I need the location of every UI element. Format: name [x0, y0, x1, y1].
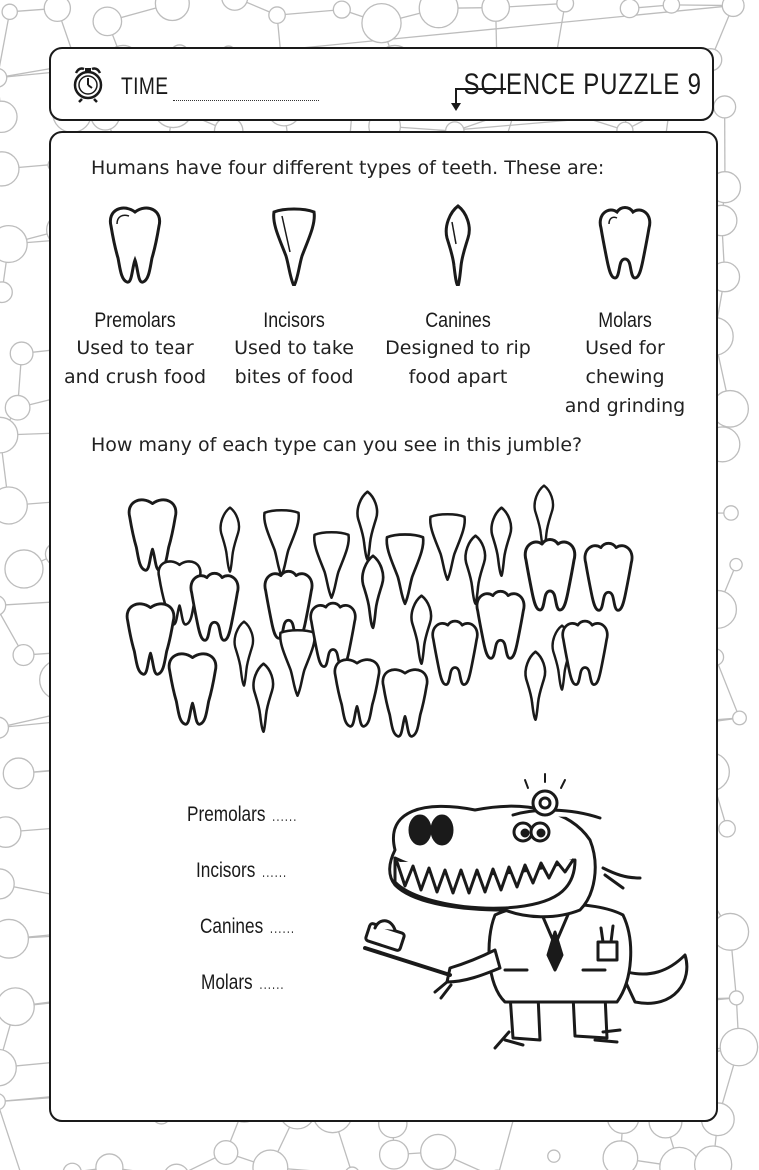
answer-blank[interactable]: ......: [269, 922, 296, 937]
intro-text: Humans have four different types of teeth. These are:: [91, 157, 605, 179]
molar-tooth: [477, 591, 524, 658]
canine-tooth: [525, 652, 545, 720]
incisor-tooth: [280, 630, 315, 695]
incisor-tooth: [387, 535, 424, 604]
type-desc-line2: food apart: [408, 366, 508, 388]
type-desc-line1: Used to tear: [76, 337, 194, 359]
answer-label: Canines: [200, 915, 264, 938]
molar-tooth-icon: [595, 204, 655, 286]
tooth-type-incisors: [214, 204, 374, 392]
canine-tooth: [491, 508, 511, 576]
type-name: Molars: [598, 309, 652, 332]
answer-label: Molars: [201, 971, 253, 994]
molar-tooth: [433, 621, 478, 684]
type-desc-line2: and grinding: [564, 395, 686, 417]
premolar-tooth: [129, 500, 176, 570]
premolar-tooth: [169, 654, 216, 724]
answer-label: Incisors: [196, 859, 256, 882]
dinosaur-dentist-illustration: [355, 770, 705, 1060]
premolar-tooth: [127, 604, 174, 674]
tooth-type-canines: [378, 204, 538, 392]
type-name: Incisors: [263, 309, 325, 332]
answer-row-premolars[interactable]: [187, 803, 297, 827]
header-bar: [49, 47, 714, 121]
incisor-tooth: [314, 532, 349, 597]
answer-blank[interactable]: ......: [261, 866, 288, 881]
time-label: TIME: [121, 73, 169, 100]
molar-tooth: [265, 571, 312, 638]
answer-row-molars[interactable]: [201, 971, 284, 995]
answer-row-canines[interactable]: [200, 915, 295, 939]
answer-label: Premolars: [187, 803, 266, 826]
incisor-tooth: [430, 514, 465, 579]
premolar-tooth-icon: [105, 204, 165, 286]
canine-tooth: [253, 664, 273, 732]
type-name: Canines: [425, 309, 491, 332]
premolar-tooth: [335, 660, 379, 727]
type-desc-line2: and crush food: [63, 366, 207, 388]
time-entry-line[interactable]: [173, 100, 319, 101]
molar-tooth: [585, 543, 632, 610]
molar-tooth: [563, 621, 608, 684]
molar-tooth: [311, 603, 356, 666]
canine-tooth: [362, 556, 383, 628]
incisor-tooth: [264, 510, 299, 575]
incisor-tooth-icon: [264, 204, 324, 286]
type-desc-line1: Used to take: [234, 337, 354, 359]
molar-tooth: [525, 540, 575, 611]
answer-row-incisors[interactable]: [196, 859, 287, 883]
teeth-jumble: [110, 480, 650, 750]
canine-tooth-icon: [428, 204, 488, 286]
tooth-type-premolars: [55, 204, 215, 392]
canine-tooth: [411, 596, 431, 664]
molar-tooth: [191, 573, 238, 640]
type-desc-line1: Designed to rip: [385, 337, 531, 359]
type-name: Premolars: [94, 309, 176, 332]
question-text: How many of each type can you see in this jumble?: [91, 434, 583, 456]
alarm-clock-icon: [71, 63, 105, 103]
answer-blank[interactable]: ......: [259, 978, 285, 993]
premolar-tooth: [383, 670, 427, 737]
type-desc-line2: bites of food: [234, 366, 354, 388]
puzzle-title: SCIENCE PUZZLE 9: [463, 68, 702, 101]
canine-tooth: [465, 536, 485, 604]
canine-tooth: [357, 492, 377, 560]
answer-blank[interactable]: ......: [272, 810, 298, 825]
tooth-type-molars: [545, 204, 705, 421]
canine-tooth: [235, 622, 253, 686]
canine-tooth: [221, 508, 239, 572]
type-desc-line1: Used for chewing: [585, 337, 665, 388]
